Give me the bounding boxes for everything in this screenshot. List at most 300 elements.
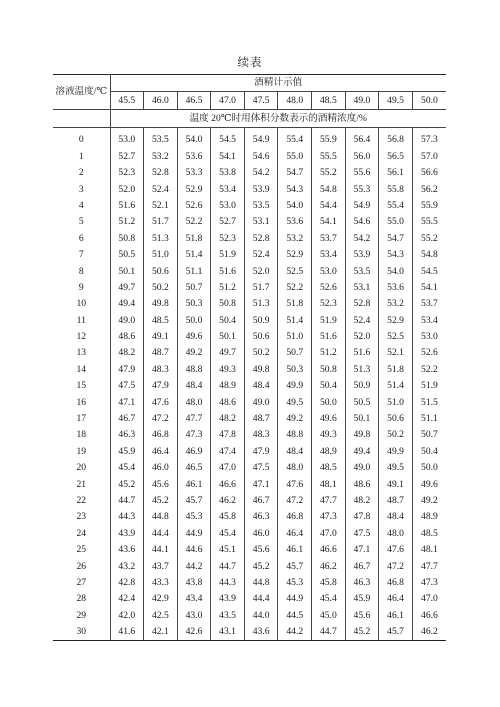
concentration-cell: 41.6 [110,624,144,641]
concentration-cell: 53.2 [144,148,178,164]
table-row [53,148,446,164]
concentration-cell: 50.9 [244,312,278,328]
concentration-cell: 48.7 [244,411,278,427]
concentration-cell: 48.2 [345,493,379,509]
concentration-cell: 50.0 [312,394,346,410]
concentration-cell: 48.0 [177,394,211,410]
concentration-cell: 47.3 [312,509,346,525]
concentration-cell: 50.6 [244,329,278,345]
concentration-cell: 49.1 [144,329,178,345]
concentration-cell: 53.9 [345,247,379,263]
table-row [53,394,446,410]
concentration-cell: 53.5 [345,263,379,279]
alcohol-concentration-table [53,74,446,641]
temperature-cell: 17 [53,411,110,427]
concentration-cell: 55.9 [412,198,446,214]
concentration-cell: 51.2 [211,280,245,296]
concentration-cell: 46.1 [177,476,211,492]
concentration-cell: 55.3 [345,181,379,197]
concentration-cell: 50.8 [118,232,136,244]
concentration-cell: 44.8 [244,575,278,591]
concentration-cell: 50.4 [211,312,245,328]
concentration-cell: 51.2 [118,216,136,228]
concentration-cell: 46.6 [211,476,245,492]
concentration-cell: 43.9 [211,591,245,607]
table-row [53,312,446,328]
concentration-cell: 53.4 [412,312,446,328]
concentration-cell: 55.4 [278,128,312,149]
concentration-cell: 53.6 [177,148,211,164]
table-row [53,443,446,459]
concentration-cell: 54.7 [379,230,413,246]
concentration-cell: 50.3 [177,296,211,312]
concentration-cell: 44.8 [144,509,178,525]
table-row [53,411,446,427]
concentration-cell: 45.6 [345,607,379,623]
concentration-cell: 51.8 [278,296,312,312]
concentration-cell: 48.0 [379,525,413,541]
concentration-cell: 48.9 [312,443,346,459]
concentration-cell: 44.3 [211,575,245,591]
concentration-cell: 44.4 [244,591,278,607]
concentration-cell: 45.7 [177,493,211,509]
concentration-cell: 55.9 [312,128,346,149]
table-row [53,624,446,641]
concentration-cell: 44.7 [312,624,346,641]
column-header: 50.0 [412,92,446,110]
concentration-cell: 55.5 [412,214,446,230]
temperature-cell: 19 [53,443,110,459]
concentration-cell: 52.2 [278,280,312,296]
concentration-cell: 43.6 [118,544,136,556]
concentration-cell: 49.3 [312,427,346,443]
concentration-cell: 54.5 [211,128,245,149]
concentration-cell: 47.2 [379,558,413,574]
column-header: 46.0 [144,92,178,110]
concentration-cell: 52.7 [118,150,136,162]
concentration-cell: 56.2 [412,181,446,197]
concentration-cell: 45.3 [278,575,312,591]
concentration-cell: 51.6 [312,329,346,345]
concentration-cell: 52.9 [278,247,312,263]
table-row [53,575,446,591]
concentration-cell: 49.2 [177,345,211,361]
concentration-cell: 44.0 [244,607,278,623]
concentration-cell: 54.3 [379,247,413,263]
concentration-cell: 52.3 [118,167,136,179]
concentration-cell: 54.8 [412,247,446,263]
column-header: 46.5 [177,92,211,110]
concentration-cell: 50.0 [177,312,211,328]
concentration-cell: 49.8 [345,427,379,443]
concentration-cell: 49.0 [244,394,278,410]
table-row [53,542,446,558]
table-row [53,181,446,197]
concentration-cell: 54.5 [412,263,446,279]
concentration-cell: 54.2 [244,165,278,181]
column-header: 49.5 [379,92,413,110]
concentration-cell: 48.3 [244,427,278,443]
table-row [53,214,446,230]
concentration-cell: 48.5 [412,525,446,541]
concentration-cell: 45.8 [312,575,346,591]
concentration-cell: 56.5 [379,148,413,164]
row-header-temperature: 溶液温度/℃ [53,75,110,110]
concentration-cell: 45.1 [211,542,245,558]
concentration-cell: 54.0 [379,263,413,279]
concentration-cell: 45.2 [244,558,278,574]
concentration-cell: 49.6 [412,476,446,492]
concentration-cell: 47.5 [345,525,379,541]
concentration-cell: 44.4 [144,525,178,541]
temperature-cell: 28 [53,591,110,607]
concentration-cell: 48.2 [118,347,136,359]
concentration-cell: 42.5 [144,607,178,623]
temperature-cell: 14 [53,361,110,377]
concentration-cell: 50.3 [278,361,312,377]
concentration-cell: 51.6 [118,199,136,211]
concentration-cell: 43.3 [144,575,178,591]
concentration-cell: 52.4 [345,312,379,328]
concentration-cell: 47.5 [244,460,278,476]
concentration-cell: 54.0 [278,198,312,214]
concentration-cell: 49.6 [312,411,346,427]
concentration-cell: 44.9 [278,591,312,607]
concentration-cell: 53.3 [177,165,211,181]
concentration-cell: 46.8 [144,427,178,443]
concentration-cell: 52.8 [144,165,178,181]
concentration-cell: 49.4 [118,298,136,310]
concentration-cell: 49.0 [345,460,379,476]
concentration-cell: 45.9 [118,445,136,457]
concentration-cell: 54.2 [345,230,379,246]
temperature-cell: 22 [53,493,110,509]
concentration-cell: 47.3 [177,427,211,443]
concentration-cell: 46.7 [118,413,136,425]
concentration-cell: 56.6 [412,165,446,181]
concentration-cell: 50.1 [345,411,379,427]
temperature-cell: 3 [53,181,110,197]
concentration-cell: 48.8 [278,427,312,443]
concentration-cell: 52.9 [177,181,211,197]
concentration-cell: 50.7 [412,427,446,443]
concentration-cell: 45.3 [177,509,211,525]
concentration-cell: 53.1 [244,214,278,230]
concentration-cell: 51.3 [144,230,178,246]
concentration-cell: 53.0 [312,263,346,279]
concentration-cell: 48.7 [379,493,413,509]
concentration-cell: 48.6 [211,394,245,410]
concentration-cell: 52.0 [244,263,278,279]
concentration-cell: 47.7 [412,558,446,574]
concentration-cell: 49.8 [244,361,278,377]
concentration-cell: 52.8 [345,296,379,312]
concentration-cell: 46.4 [144,443,178,459]
concentration-cell: 47.0 [211,460,245,476]
concentration-cell: 47.6 [278,476,312,492]
concentration-cell: 44.2 [177,558,211,574]
concentration-cell: 51.4 [278,312,312,328]
concentration-cell: 46.0 [144,460,178,476]
concentration-cell: 54.1 [412,280,446,296]
concentration-cell: 50.0 [412,460,446,476]
concentration-cell: 51.1 [177,263,211,279]
concentration-cell: 49.9 [278,378,312,394]
concentration-cell: 44.1 [144,542,178,558]
concentration-cell: 52.2 [177,214,211,230]
concentration-cell: 50.9 [345,378,379,394]
concentration-cell: 53.4 [312,247,346,263]
concentration-cell: 42.6 [177,624,211,641]
concentration-cell: 56.4 [345,128,379,149]
table-row [53,460,446,476]
concentration-cell: 46.7 [345,558,379,574]
concentration-cell: 46.6 [412,607,446,623]
concentration-cell: 53.8 [211,165,245,181]
temperature-cell: 7 [53,247,110,263]
concentration-cell: 45.0 [312,607,346,623]
concentration-cell: 50.6 [379,411,413,427]
concentration-cell: 48.9 [211,378,245,394]
concentration-cell: 54.6 [244,148,278,164]
temperature-cell: 10 [53,296,110,312]
concentration-cell: 43.0 [177,607,211,623]
temperature-cell: 20 [53,460,110,476]
concentration-cell: 42.1 [144,624,178,641]
concentration-cell: 44.7 [211,558,245,574]
concentration-cell: 51.9 [412,378,446,394]
concentration-cell: 53.2 [379,296,413,312]
concentration-cell: 43.8 [177,575,211,591]
concentration-cell: 48.4 [177,378,211,394]
concentration-cell: 50.4 [312,378,346,394]
concentration-cell: 46.3 [118,429,136,441]
concentration-cell: 48.5 [144,312,178,328]
temperature-cell: 18 [53,427,110,443]
concentration-cell: 43.2 [118,560,136,572]
concentration-cell: 46.8 [379,575,413,591]
concentration-cell: 48.1 [312,476,346,492]
concentration-cell: 51.5 [412,394,446,410]
concentration-cell: 43.4 [177,591,211,607]
concentration-cell: 50.4 [412,443,446,459]
concentration-cell: 52.4 [244,247,278,263]
table-row [53,345,446,361]
concentration-cell: 49.5 [278,394,312,410]
concentration-cell: 54.7 [278,165,312,181]
concentration-cell: 52.9 [379,312,413,328]
concentration-cell: 46.2 [312,558,346,574]
table-row [53,525,446,541]
concentration-cell: 49.1 [379,476,413,492]
temperature-cell: 8 [53,263,110,279]
concentration-cell: 47.2 [144,411,178,427]
concentration-cell: 48.6 [118,331,136,343]
concentration-cell: 51.6 [345,345,379,361]
concentration-cell: 45.4 [312,591,346,607]
concentration-cell: 49.8 [144,296,178,312]
concentration-cell: 44.7 [118,494,136,506]
column-header: 45.5 [110,92,144,110]
concentration-cell: 50.7 [278,345,312,361]
concentration-cell: 46.1 [379,607,413,623]
concentration-cell: 47.9 [144,378,178,394]
concentration-cell: 51.9 [211,247,245,263]
concentration-cell: 53.5 [144,128,178,149]
table-row [53,198,446,214]
concentration-cell: 48.1 [412,542,446,558]
column-header: 49.0 [345,92,379,110]
concentration-cell: 43.9 [118,527,136,539]
concentration-cell: 46.4 [278,525,312,541]
concentration-cell: 48.0 [278,460,312,476]
concentration-cell: 52.0 [118,183,136,195]
table-row [53,230,446,246]
temperature-cell: 29 [53,607,110,623]
concentration-cell: 49.7 [118,281,136,293]
temperature-cell: 23 [53,509,110,525]
concentration-cell: 45.2 [144,493,178,509]
temperature-cell: 27 [53,575,110,591]
concentration-cell: 51.2 [312,345,346,361]
temperature-cell: 1 [53,148,110,164]
table-row [53,509,446,525]
concentration-cell: 47.0 [412,591,446,607]
temperature-cell: 5 [53,214,110,230]
concentration-cell: 54.8 [312,181,346,197]
column-header: 47.0 [211,92,245,110]
concentration-cell: 48.4 [278,443,312,459]
concentration-cell: 47.9 [118,363,136,375]
concentration-cell: 54.6 [345,214,379,230]
concentration-cell: 52.2 [412,361,446,377]
concentration-cell: 51.0 [379,394,413,410]
concentration-cell: 50.2 [244,345,278,361]
concentration-cell: 51.4 [379,378,413,394]
temperature-cell: 6 [53,230,110,246]
concentration-cell: 48.4 [379,509,413,525]
concentration-cell: 49.4 [345,443,379,459]
concentration-cell: 50.2 [379,427,413,443]
concentration-cell: 53.4 [211,181,245,197]
concentration-cell: 54.9 [345,198,379,214]
concentration-cell: 55.0 [278,148,312,164]
concentration-cell: 56.0 [345,148,379,164]
table-row [53,247,446,263]
concentration-cell: 53.6 [379,280,413,296]
concentration-cell: 47.1 [244,476,278,492]
concentration-cell: 51.8 [379,361,413,377]
table-caption: 续表 [237,57,263,69]
concentration-cell: 52.7 [211,214,245,230]
concentration-cell: 42.8 [118,576,136,588]
concentration-cell: 53.0 [412,329,446,345]
temperature-cell: 16 [53,394,110,410]
concentration-cell: 51.3 [345,361,379,377]
concentration-cell: 45.2 [345,624,379,641]
concentration-cell: 48.8 [177,361,211,377]
table-row [53,329,446,345]
temperature-cell: 26 [53,558,110,574]
concentration-cell: 52.3 [211,230,245,246]
concentration-cell: 50.7 [177,280,211,296]
concentration-cell: 45.4 [211,525,245,541]
concentration-cell: 47.1 [345,542,379,558]
concentration-cell: 51.4 [177,247,211,263]
concentration-cell: 55.2 [412,230,446,246]
concentration-cell: 53.2 [278,230,312,246]
concentration-cell: 54.9 [244,128,278,149]
concentration-cell: 53.1 [345,280,379,296]
temperature-cell: 2 [53,165,110,181]
concentration-cell: 53.0 [118,134,136,146]
table-row [53,558,446,574]
concentration-cell: 46.7 [244,493,278,509]
concentration-cell: 47.0 [312,525,346,541]
concentration-cell: 44.5 [278,607,312,623]
concentration-cell: 47.7 [312,493,346,509]
concentration-cell: 53.5 [244,198,278,214]
concentration-cell: 55.2 [312,165,346,181]
concentration-cell: 52.1 [379,345,413,361]
concentration-cell: 47.6 [379,542,413,558]
sub-header-stub [53,110,110,128]
concentration-cell: 47.8 [345,509,379,525]
concentration-cell: 42.4 [118,593,136,605]
concentration-cell: 48.6 [345,476,379,492]
concentration-cell: 49.6 [177,329,211,345]
concentration-cell: 51.0 [144,247,178,263]
concentration-cell: 52.6 [312,280,346,296]
concentration-cell: 55.8 [379,181,413,197]
table-row [53,263,446,279]
concentration-cell: 51.8 [177,230,211,246]
concentration-cell: 49.5 [379,460,413,476]
concentration-cell: 44.6 [177,542,211,558]
concentration-cell: 57.0 [412,148,446,164]
concentration-cell: 54.1 [312,214,346,230]
concentration-cell: 53.9 [244,181,278,197]
concentration-cell: 46.8 [278,509,312,525]
concentration-cell: 47.7 [177,411,211,427]
concentration-cell: 45.6 [244,542,278,558]
concentration-cell: 45.6 [144,476,178,492]
concentration-cell: 44.3 [118,511,136,523]
concentration-cell: 51.1 [412,411,446,427]
concentration-cell: 55.5 [312,148,346,164]
temperature-cell: 12 [53,329,110,345]
temperature-cell: 4 [53,198,110,214]
concentration-cell: 47.2 [278,493,312,509]
group-header: 酒精计示值 [110,75,446,92]
concentration-cell: 56.1 [379,165,413,181]
concentration-cell: 52.4 [144,181,178,197]
concentration-cell: 46.1 [278,542,312,558]
sub-header: 温度 20℃时用体积分数表示的酒精浓度/% [110,110,446,128]
concentration-cell: 54.1 [211,148,245,164]
table-row [53,493,446,509]
column-header: 47.5 [244,92,278,110]
concentration-cell: 50.6 [144,263,178,279]
table-row [53,128,446,149]
temperature-cell: 15 [53,378,110,394]
concentration-cell: 51.7 [244,280,278,296]
concentration-cell: 51.3 [244,296,278,312]
table-row [53,378,446,394]
concentration-cell: 50.8 [312,361,346,377]
concentration-cell: 46.0 [244,525,278,541]
concentration-cell: 53.0 [211,198,245,214]
